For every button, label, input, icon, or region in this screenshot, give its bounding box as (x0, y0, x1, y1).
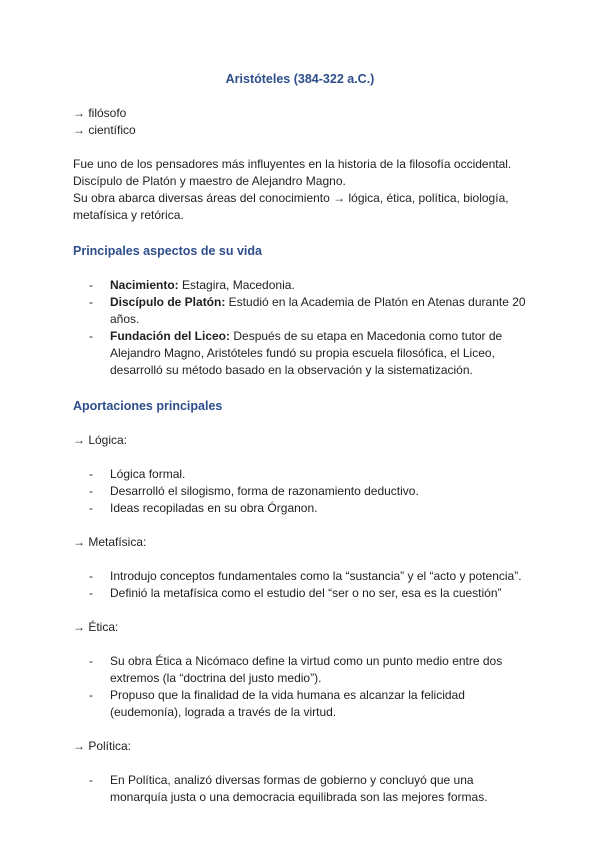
intro-line-2: Discípulo de Platón y maestro de Alejandro Magno. (73, 174, 346, 188)
ethics-title: → Ética: (73, 620, 119, 634)
list-item: - En Política, analizó diversas formas de gobierno y concluyó que una monarquía justa o una democracia equilibrada son las mejores formas. (73, 772, 533, 806)
life-heading: Principales aspectos de su vida (73, 244, 262, 258)
intro-line-1: Fue uno de los pensadores más influyentes en la historia de la filosofía occidental. (73, 157, 512, 171)
list-item (73, 294, 533, 328)
role-philosopher: → filósofo (73, 106, 127, 120)
list-item: - Su obra Ética a Nicómaco define la virtud como un punto medio entre dos extremos (la “doctrina del justo medio”). (73, 653, 533, 687)
intro-line-3: Su obra abarca diversas áreas del conocimiento → lógica, ética, política, biología, metafísica y retórica. (73, 191, 509, 222)
list-item (73, 277, 533, 294)
metaphysics-list (73, 568, 533, 602)
item-label: Fundación del Liceo: (110, 329, 231, 343)
politics-title: → Política: (73, 739, 132, 753)
list-item: - Ideas recopiladas en su obra Órganon. (73, 500, 533, 517)
logic-list (73, 466, 533, 517)
item-text: Después de su etapa en Macedonia como tutor de Alejandro Magno, Aristóteles fundó su propia escuela filosófica, el Liceo, desarrolló su método basado en la observación y la sistematización. (110, 329, 503, 377)
logic-title: → Lógica: (73, 433, 128, 447)
list-item: - Desarrolló el silogismo, forma de razonamiento deductivo. (73, 483, 533, 500)
item-label: Discípulo de Platón: (110, 295, 226, 309)
list-item: - Lógica formal. (73, 466, 533, 483)
list-item (73, 328, 533, 379)
list-item: - Definió la metafísica como el estudio del “ser o no ser, esa es la cuestión” (73, 585, 533, 602)
role-scientist: → científico (73, 123, 136, 137)
contributions-heading: Aportaciones principales (73, 399, 223, 413)
metaphysics-title: → Metafísica: (73, 535, 147, 549)
item-text: Estudió en la Academia de Platón en Atenas durante 20 años. (110, 295, 526, 326)
item-label: Nacimiento: (110, 278, 179, 292)
list-item: - Introdujo conceptos fundamentales como la “sustancia” y el “acto y potencia”. (73, 568, 533, 585)
document-title: Aristóteles (384-322 a.C.) (225, 72, 375, 86)
life-list (73, 277, 533, 379)
document-body (73, 105, 533, 806)
list-item: - Propuso que la finalidad de la vida humana es alcanzar la felicidad (eudemonía), lograda a través de la virtud. (73, 687, 533, 721)
ethics-list (73, 653, 533, 721)
politics-list (73, 772, 533, 806)
item-text: Estagira, Macedonia. (178, 278, 295, 292)
